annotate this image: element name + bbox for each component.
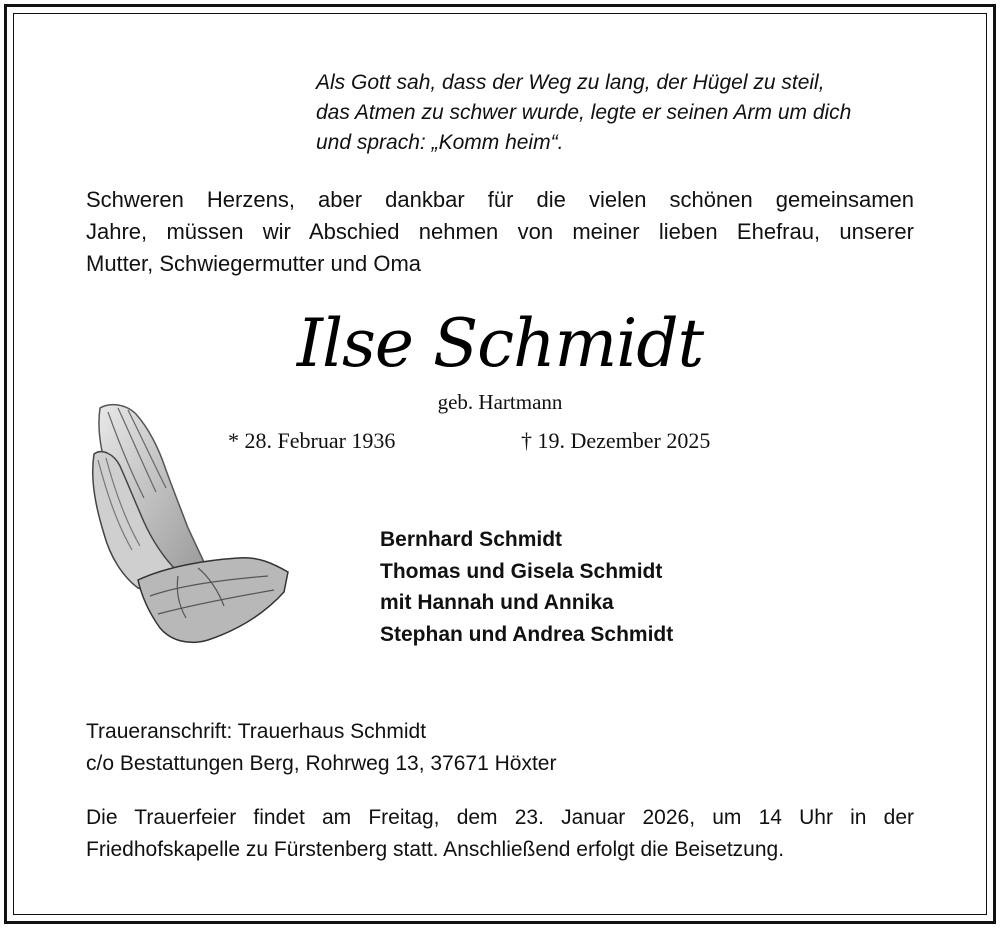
- intro-line: Mutter, Schwiegermutter und Oma: [86, 251, 422, 276]
- family-signatures: [380, 524, 673, 650]
- birth-date: * 28. Februar 1936: [228, 428, 396, 453]
- verse-line: und sprach: „Komm heim“.: [316, 131, 564, 154]
- maiden-name: geb. Hartmann: [437, 390, 563, 414]
- ceremony-line: Die Trauerfeier findet am Freitag, dem 23. Januar 2026, um 14 Uhr in der: [86, 806, 914, 829]
- intro-line: Jahre, müssen wir Abschied nehmen von meiner lieben Ehefrau, unserer: [86, 219, 914, 244]
- verse-quote: [316, 68, 936, 158]
- ceremony-info: [86, 802, 914, 866]
- death-date: † 19. Dezember 2025: [521, 428, 711, 453]
- address-line: Traueranschrift: Trauerhaus Schmidt: [86, 720, 427, 743]
- verse-line: das Atmen zu schwer wurde, legte er seinen Arm um dich: [316, 101, 852, 124]
- family-line: Bernhard Schmidt: [380, 528, 563, 551]
- deceased-name: Ilse Schmidt: [296, 305, 704, 382]
- family-line: Stephan und Andrea Schmidt: [380, 622, 674, 646]
- address-line: c/o Bestattungen Berg, Rohrweg 13, 37671 Höxter: [86, 752, 557, 775]
- mourning-address: [86, 716, 556, 780]
- ceremony-line: Friedhofskapelle zu Fürstenberg statt. Anschließend erfolgt die Beisetzung.: [86, 838, 785, 861]
- family-line: mit Hannah und Annika: [380, 591, 614, 614]
- verse-line: Als Gott sah, dass der Weg zu lang, der Hügel zu steil,: [316, 71, 825, 94]
- family-line: Thomas und Gisela Schmidt: [380, 559, 663, 583]
- intro-line: Schweren Herzens, aber dankbar für die vielen schönen gemeinsamen: [86, 187, 914, 212]
- praying-hands-icon: [78, 400, 298, 650]
- intro-text: [86, 184, 914, 280]
